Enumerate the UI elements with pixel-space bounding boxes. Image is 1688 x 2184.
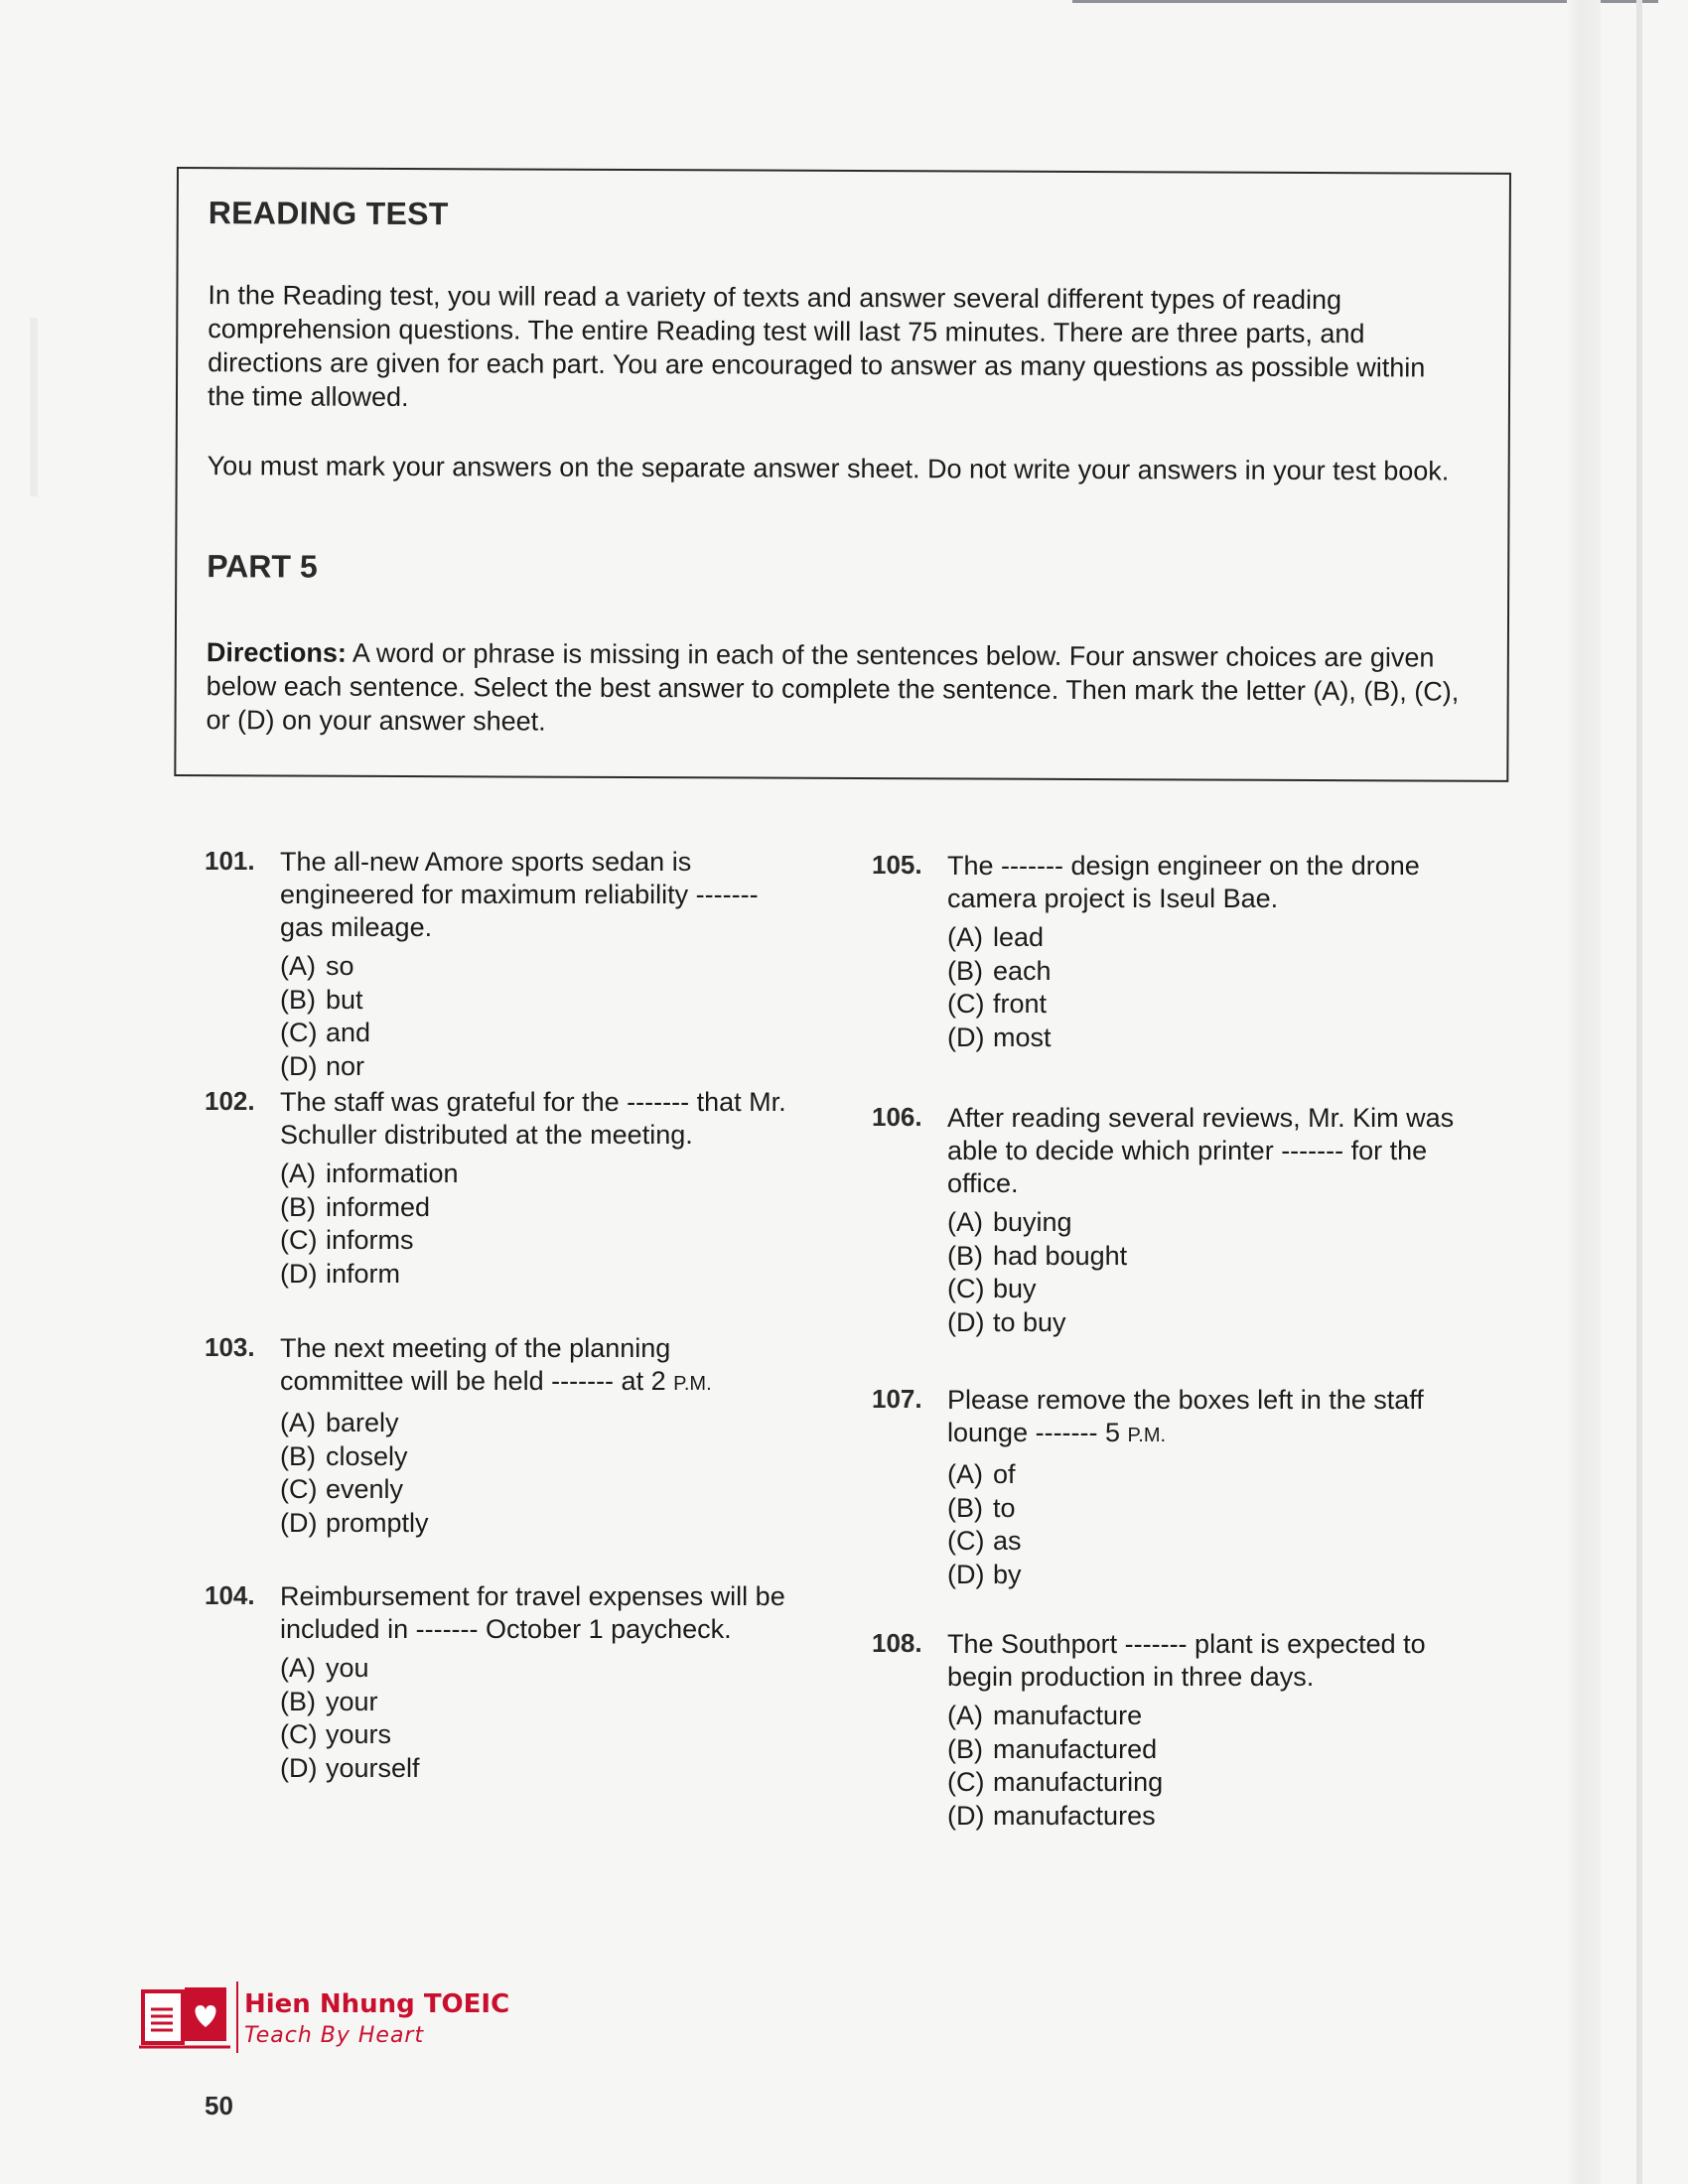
question-107 — [872, 1384, 1487, 1628]
option-b[interactable]: (B) manufactured — [947, 1733, 1158, 1764]
open-book-heart-icon — [137, 1981, 232, 2051]
option-a[interactable]: (A) of — [947, 1459, 1016, 1489]
option-d[interactable]: (D) by — [947, 1559, 1022, 1589]
answer-options — [280, 950, 820, 1083]
question-text: After reading several reviews, Mr. Kim was able to decide which printer ------- for the office. — [947, 1103, 1455, 1198]
question-number: 101. — [205, 846, 255, 876]
part-title: PART 5 — [207, 548, 318, 585]
option-d[interactable]: (D) most — [947, 1022, 1052, 1052]
option-a[interactable]: (A) so — [280, 951, 354, 981]
question-text: The staff was grateful for the ------- that Mr. Schuller distributed at the meeting. — [280, 1087, 786, 1150]
option-b[interactable]: (B) had bought — [947, 1240, 1128, 1271]
question-number: 103. — [205, 1332, 255, 1362]
option-c[interactable]: (C) yours — [280, 1719, 392, 1749]
option-a[interactable]: (A) manufacture — [947, 1701, 1143, 1730]
reading-test-intro-box — [174, 167, 1511, 782]
questions-right-column — [872, 850, 1487, 1833]
question-103 — [205, 1332, 820, 1580]
option-d[interactable]: (D) inform — [280, 1258, 401, 1289]
answer-sheet-note: You must mark your answers on the separate answer sheet. Do not write your answers in your test book. — [207, 451, 1450, 486]
question-number: 102. — [205, 1086, 255, 1116]
question-text: The next meeting of the planning committee will be held ------- at 2 P.M. — [280, 1333, 712, 1396]
option-d[interactable]: (D) manufactures — [947, 1800, 1156, 1831]
option-c[interactable]: (C) buy — [947, 1274, 1037, 1303]
option-c[interactable]: (C) evenly — [280, 1474, 404, 1504]
option-b[interactable]: (B) informed — [280, 1191, 431, 1222]
question-text: The Southport ------- plant is expected to begin production in three days. — [947, 1629, 1426, 1692]
question-number: 105. — [872, 850, 922, 880]
question-text: The ------- design engineer on the drone camera project is Iseul Bae. — [947, 851, 1420, 913]
question-number: 106. — [872, 1102, 922, 1132]
option-c[interactable]: (C) informs — [280, 1225, 414, 1255]
question-108 — [872, 1628, 1487, 1833]
option-b[interactable]: (B) your — [280, 1686, 378, 1716]
answer-options — [280, 1652, 820, 1785]
page-number: 50 — [205, 2091, 233, 2120]
reading-test-title: READING TEST — [208, 195, 449, 232]
option-b[interactable]: (B) but — [280, 984, 363, 1015]
option-d[interactable]: (D) promptly — [280, 1507, 429, 1538]
answer-options — [947, 1458, 1487, 1591]
intro-paragraph: In the Reading test, you will read a variety of texts and answer several different types of reading comprehension questions. The entire Reading test will last 75 minutes. There are three parts, and directions are given for each part. You are encouraged to answer as many questions as possible within the time allowed. — [207, 280, 1426, 413]
option-a[interactable]: (A) you — [280, 1653, 369, 1683]
option-a[interactable]: (A) buying — [947, 1207, 1072, 1237]
option-b[interactable]: (B) to — [947, 1492, 1016, 1523]
option-c[interactable]: (C) as — [947, 1526, 1022, 1556]
question-106 — [872, 1102, 1487, 1384]
logo-divider — [236, 1981, 238, 2053]
answer-options — [947, 1206, 1487, 1339]
brand-name: Hien Nhung TOEIC — [244, 1989, 510, 2019]
scan-left-mark — [30, 318, 38, 496]
option-d[interactable]: (D) to buy — [947, 1306, 1066, 1337]
option-b[interactable]: (B) closely — [280, 1440, 408, 1471]
question-text: Please remove the boxes left in the staff lounge ------- 5 P.M. — [947, 1385, 1424, 1447]
directions-text: A word or phrase is missing in each of the sentences below. Four answer choices are given below each sentence. Select the best answer to complete the sentence. Then mark the letter (A), (B), (C), or (D) on your answer sheet. — [206, 637, 1460, 737]
questions-left-column — [205, 846, 820, 1785]
question-number: 107. — [872, 1384, 922, 1414]
question-text: Reimbursement for travel expenses will be included in ------- October 1 paycheck. — [280, 1581, 785, 1644]
option-c[interactable]: (C) front — [947, 989, 1048, 1019]
answer-options — [947, 921, 1487, 1054]
option-a[interactable]: (A) information — [280, 1159, 459, 1188]
scan-edge-shadow-outer — [1636, 0, 1642, 2184]
answer-options — [280, 1158, 820, 1291]
directions-label: Directions: — [206, 637, 347, 668]
scan-edge-shadow — [1567, 0, 1601, 2184]
option-c[interactable]: (C) and — [280, 1018, 371, 1047]
option-c[interactable]: (C) manufacturing — [947, 1767, 1164, 1797]
option-a[interactable]: (A) barely — [280, 1408, 399, 1437]
question-102 — [205, 1086, 820, 1332]
question-number: 108. — [872, 1628, 922, 1658]
question-101 — [205, 846, 820, 1086]
question-number: 104. — [205, 1580, 255, 1610]
option-a[interactable]: (A) lead — [947, 922, 1045, 952]
directions-paragraph — [206, 635, 1467, 743]
option-d[interactable]: (D) yourself — [280, 1752, 420, 1783]
question-105 — [872, 850, 1487, 1102]
question-text: The all-new Amore sports sedan is engineered for maximum reliability ------- gas mileage. — [280, 847, 759, 942]
brand-tagline: Teach By Heart — [244, 2023, 425, 2048]
answer-options — [947, 1700, 1487, 1833]
answer-options — [280, 1407, 820, 1540]
option-b[interactable]: (B) each — [947, 955, 1052, 986]
option-d[interactable]: (D) nor — [280, 1050, 365, 1081]
question-104 — [205, 1580, 820, 1785]
